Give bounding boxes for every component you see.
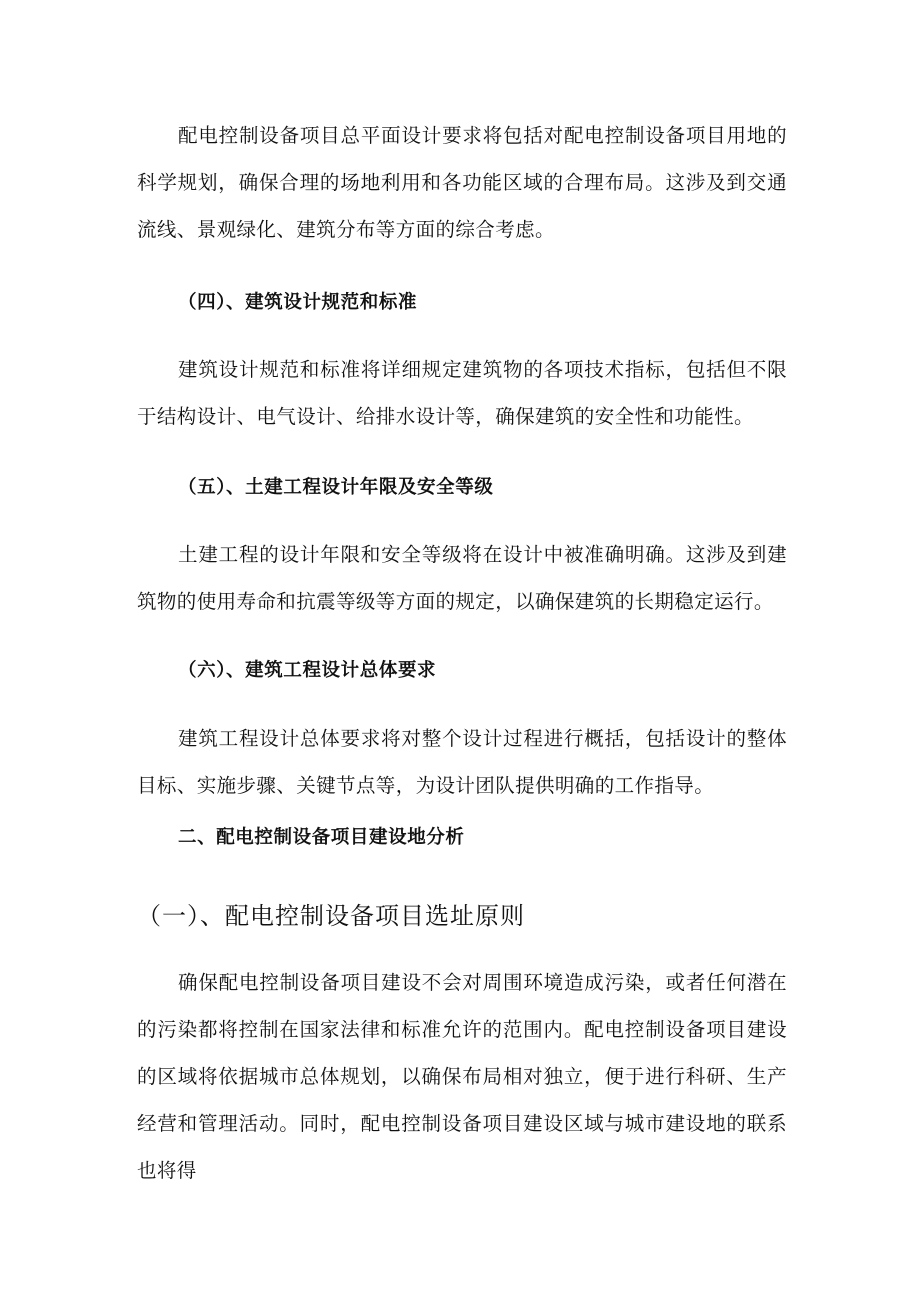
section-heading-site-analysis: 二、配电控制设备项目建设地分析: [178, 827, 465, 848]
paragraph-civil-design-life: 土建工程的设计年限和安全等级将在设计中被准确明确。这涉及到建筑物的使用寿命和抗震等级等方面的规定，以确保建筑的长期稳定运行。: [137, 543, 787, 613]
paragraph-building-standards: 建筑设计规范和标准将详细规定建筑物的各项技术指标，包括但不限于结构设计、电气设计、给排水设计等，确保建筑的安全性和功能性。: [137, 358, 787, 428]
paragraph-general-requirements: 建筑工程设计总体要求将对整个设计过程进行概括，包括设计的整体目标、实施步骤、关键节点等，为设计团队提供明确的工作指导。: [137, 727, 787, 797]
heading-general-requirements: （六）、建筑工程设计总体要求: [178, 660, 437, 681]
paragraph-site-selection: 确保配电控制设备项目建设不会对周围环境造成污染，或者任何潜在的污染都将控制在国家法律和标准允许的范围内。配电控制设备项目建设的区域将依据城市总体规划，以确保布局相对独立，便于进行科研、生产经营和管理活动。同时，配电控制设备项目建设区域与城市建设地的联系也将得: [137, 971, 787, 1182]
heading-building-standards: （四）、建筑设计规范和标准: [178, 292, 418, 313]
paragraph-site-plan: 配电控制设备项目总平面设计要求将包括对配电控制设备项目用地的科学规划，确保合理的场地利用和各功能区域的合理布局。这涉及到交通流线、景观绿化、建筑分布等方面的综合考虑。: [137, 124, 787, 241]
subheading-site-selection: （一）、配电控制设备项目选址原则: [137, 902, 525, 930]
heading-civil-design-life: （五）、土建工程设计年限及安全等级: [178, 477, 494, 498]
